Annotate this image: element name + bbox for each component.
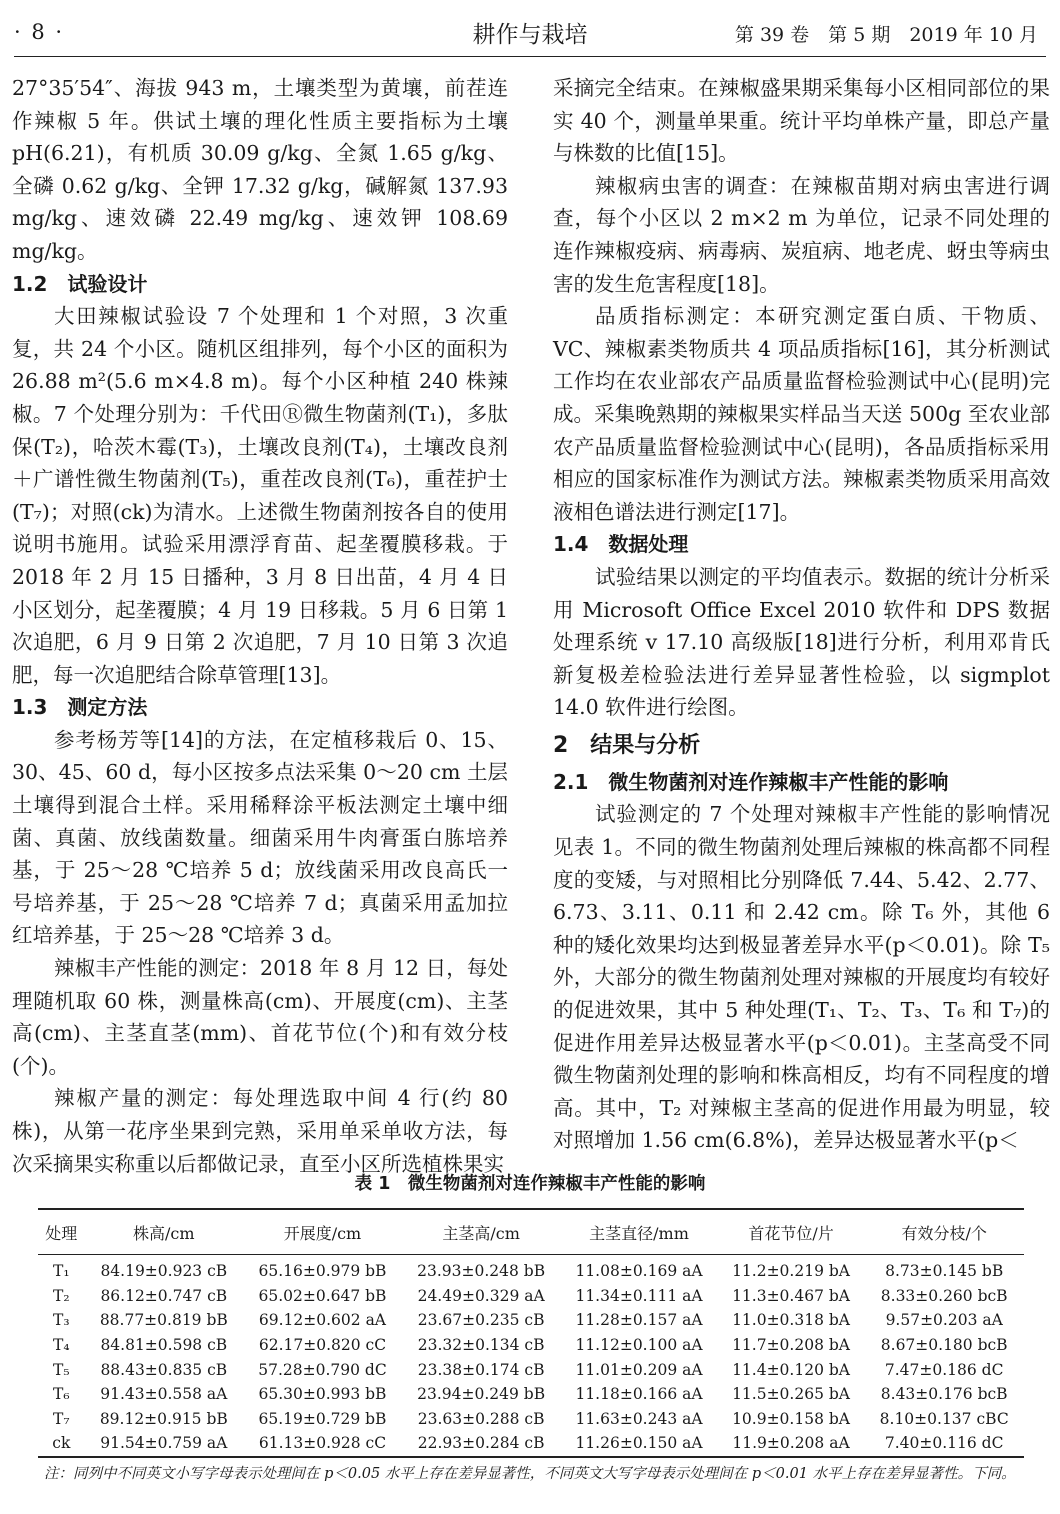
table-cell: 84.81±0.598 cB [100,1336,228,1355]
table-note: 注：同列中不同英文小写字母表示处理间在 p＜0.05 水平上存在差异显著性，不同英文大写字母表示处理间在 p＜0.01 水平上存在差异显著性。下同。 [44,1466,1016,1482]
paragraph-soil-sampling: 参考杨芳等[14]的方法，在定植移栽后 0、15、30、45、60 d，每小区按多点法采集 0～20 cm 土层土壤得到混合土样。采用稀释涂平板法测定土壤中细菌、真菌、放线菌数量。细菌采用牛肉膏蛋白胨培养基，于 25～28 ℃培养 5 d；放线菌采用改良高氏一号培养基，于 25～28 ℃培养 7 d；真菌采用孟加拉红培养基，于 25～28 ℃培养 3 d。 [12,727,508,948]
table-cell: 11.4±0.120 bA [732,1360,850,1379]
table-row [38,1255,1024,1284]
table-cell: 11.7±0.208 bA [732,1336,850,1355]
table-cell: 8.67±0.180 bcB [880,1336,1008,1355]
table-cell: 86.12±0.747 cB [100,1286,228,1305]
col-header-stem-height: 主茎高/cm [442,1223,520,1243]
table-cell: 57.28±0.790 dC [258,1360,387,1379]
data-table [38,1208,1024,1458]
table-cell: 65.30±0.993 bB [258,1385,387,1404]
table-cell: 8.73±0.145 bB [885,1262,1004,1281]
table-cell: 22.93±0.284 cB [417,1434,545,1453]
table-caption: 表 1 微生物菌剂对连作辣椒丰产性能的影响 [354,1174,706,1194]
table-cell: 11.01±0.209 aA [575,1360,703,1379]
table-cell: 62.17±0.820 cC [258,1336,387,1355]
table-row [38,1431,1024,1457]
paragraph-data-processing: 试验结果以测定的平均值表示。数据的统计分析采用 Microsoft Office Excel 2010 软件和 DPS 数据处理系统 v 17.10 高级版[18]进行分析，利用邓肯氏新复极差检验法进行差异显著性检验，以 sigmplot 14.0 软件进行绘图。 [553,564,1050,720]
table-cell: 23.94±0.249 bB [417,1385,546,1404]
table-cell: 91.54±0.759 aA [100,1434,228,1453]
table-cell: 69.12±0.602 aA [258,1311,387,1330]
heading-1-4: 1.4 数据处理 [553,532,689,557]
table-row [38,1357,1024,1382]
table-cell: 91.43±0.558 aA [100,1385,228,1404]
table-cell: 11.9±0.208 aA [732,1434,850,1453]
table-cell: 65.02±0.647 bB [258,1286,387,1305]
table-cell: T₅ [53,1360,70,1379]
table-cell: 11.28±0.157 aA [575,1311,703,1330]
left-column [12,72,508,1180]
table-cell: 11.2±0.219 bA [732,1262,850,1281]
table-cell: T₃ [53,1311,70,1330]
table-cell: 65.16±0.979 bB [258,1262,387,1281]
page-number: · 8 · [14,20,65,44]
table-cell: 8.33±0.260 bcB [880,1286,1008,1305]
table-cell: 61.13±0.928 cC [258,1434,387,1453]
table-cell: 88.43±0.835 cB [100,1360,228,1379]
table-cell: 11.63±0.243 aA [575,1409,703,1428]
paragraph-pest-survey: 辣椒病虫害的调查：在辣椒苗期对病虫害进行调查，每个小区以 2 m×2 m 为单位，记录不同处理的连作辣椒疫病、病毒病、炭疽病、地老虎、蚜虫等病虫害的发生危害程度[18]。 [553,173,1050,296]
paragraph-yield-measure: 辣椒产量的测定：每处理选取中间 4 行(约 80 株)，从第一花序坐果到完熟，采用单采单收方法，每次采摘果实称重以后都做记录，直至小区所选植株果实 [12,1086,508,1176]
paragraph-yield-traits: 辣椒丰产性能的测定：2018 年 8 月 12 日，每处理随机取 60 株，测量株高(cm)、开展度(cm)、主茎高(cm)、主茎直茎(mm)、首花节位(个)和有效分枝(个)。 [12,956,508,1078]
paragraph-site-soil: 27°35′54″、海拔 943 m，土壤类型为黄壤，前茬连作辣椒 5 年。供试土壤的理化性质主要指标为土壤 pH(6.21)，有机质 30.09 g/kg、全氮 1.65 g/kg、全磷 0.62 g/kg、全钾 17.32 g/kg，碱解氮 137.93 mg/kg、速效磷 22.49 mg/kg、速效钾 108.69 mg/kg。 [12,76,508,263]
paragraph-results: 试验测定的 7 个处理对辣椒丰产性能的影响情况见表 1。不同的微生物菌剂处理后辣椒的株高都不同程度的变矮，与对照相比分别降低 7.44、5.42、2.77、6.73、3.11、0.11 和 2.42 cm。除 T₆ 外，其他 6 种的矮化效果均达到极显著差异水平(p＜0.01)。除 T₅ 外，大部分的微生物菌剂处理对辣椒的开展度均有较好的促进效果，其中 5 种处理(T₁、T₂、T₃、T₆ 和 T₇)的促进作用差异达极显著水平(p＜0.01)。主茎高受不同微生物菌剂处理的影响和株高相反，均有不同程度的增高。其中，T₂ 对辣椒主茎高的促进作用最为明显，较对照增加 1.56 cm(6.8%)，差异达极显著水平(p＜ [553,802,1050,1153]
col-header-stem-diameter: 主茎直径/mm [589,1223,689,1243]
table-row [38,1308,1024,1333]
paragraph-yield-continued: 采摘完全结束。在辣椒盛果期采集每小区相同部位的果实 40 个，测量单果重。统计平均单株产量，即总产量与株数的比值[15]。 [553,76,1050,166]
table-cell: 10.9±0.158 bA [732,1409,850,1428]
col-header-effective-branches: 有效分枝/个 [901,1223,987,1243]
table-cell: 65.19±0.729 bB [258,1409,387,1428]
journal-title: 耕作与栽培 [472,22,588,48]
issue-info: 第 39 卷 第 5 期 2019 年 10 月 [734,24,1038,46]
table-cell: 8.43±0.176 bcB [880,1385,1008,1404]
table-cell: 23.32±0.134 cB [417,1336,545,1355]
paragraph-experiment-design: 大田辣椒试验设 7 个处理和 1 个对照，3 次重复，共 24 个小区。随机区组排列，每个小区的面积为 26.88 m²(5.6 m×4.8 m)。每个小区种植 240 株辣椒。7 个处理分别为：千代田Ⓡ微生物菌剂(T₁)，多肽保(T₂)，哈茨木霉(T₃)，土壤改良剂(T₄)，土壤改良剂＋广谱性微生物菌剂(T₅)，重茬改良剂(T₆)，重茬护士(T₇)；对照(ck)为清水。上述微生物菌剂按各自的使用说明书施用。试验采用漂浮育苗、起垄覆膜移栽。于 2018 年 2 月 15 日播种，3 月 8 日出苗，4 月 4 日小区划分，起垄覆膜；4 月 19 日移栽。5 月 6 日第 1 次追肥，6 月 9 日第 2 次追肥，7 月 10 日第 3 次追肥，每一次追肥结合除草管理[13]。 [12,304,508,687]
table-cell: 11.26±0.150 aA [575,1434,703,1453]
col-header-treatment: 处理 [45,1223,78,1243]
table-cell: 84.19±0.923 cB [100,1262,228,1281]
table-cell: T₇ [53,1409,70,1428]
table-cell: 23.67±0.235 cB [417,1311,545,1330]
col-header-spread: 开展度/cm [283,1223,362,1243]
table-cell: T₄ [53,1336,70,1355]
table-cell: T₆ [53,1385,70,1404]
table-row [38,1333,1024,1358]
table-cell: 23.38±0.174 cB [417,1360,545,1379]
table-cell: 23.63±0.288 cB [417,1409,545,1428]
heading-2: 2 结果与分析 [553,732,701,758]
running-header [0,0,1060,60]
paragraph-quality-indices: 品质指标测定：本研究测定蛋白质、干物质、VC、辣椒素类物质共 4 项品质指标[16]，其分析测试工作均在农业部农产品质量监督检验测试中心(昆明)完成。采集晚熟期的辣椒果实样品当天送 500g 至农业部农产品质量监督检验测试中心(昆明)，各品质指标采用相应的国家标准作为测试方法。辣椒素类物质采用高效液相色谱法进行测定[17]。 [553,304,1050,524]
table-header-row [38,1209,1024,1255]
table-cell: 11.5±0.265 bA [732,1385,850,1404]
table-row [38,1284,1024,1309]
heading-2-1: 2.1 微生物菌剂对连作辣椒丰产性能的影响 [553,769,949,794]
table-cell: 24.49±0.329 aA [417,1286,545,1305]
table-cell: 11.18±0.166 aA [575,1385,703,1404]
table-cell: T₁ [53,1262,70,1281]
table-row [38,1407,1024,1432]
right-column [553,72,1050,1157]
heading-1-2: 1.2 试验设计 [12,271,148,296]
table-cell: 11.0±0.318 bA [732,1311,850,1330]
col-header-plant-height: 株高/cm [133,1223,195,1243]
table-cell: 11.12±0.100 aA [575,1336,703,1355]
col-header-first-flower-node: 首花节位/片 [748,1223,834,1243]
table-cell: 7.40±0.116 dC [884,1434,1004,1453]
table-cell: 89.12±0.915 bB [99,1409,228,1428]
table-cell: T₂ [53,1286,70,1305]
table-cell: 23.93±0.248 bB [417,1262,546,1281]
table-row [38,1382,1024,1407]
table-cell: 8.10±0.137 cBC [879,1409,1009,1428]
table-cell: 9.57±0.203 aA [885,1311,1003,1330]
table-cell: 11.3±0.467 bA [732,1286,850,1305]
heading-1-3: 1.3 测定方法 [12,695,148,720]
header-rule [14,56,1046,57]
table-cell: 7.47±0.186 dC [884,1360,1004,1379]
table-cell: 11.08±0.169 aA [575,1262,703,1281]
table-cell: 11.34±0.111 aA [575,1286,703,1305]
table-cell: ck [52,1434,71,1453]
table-cell: 88.77±0.819 bB [99,1311,228,1330]
